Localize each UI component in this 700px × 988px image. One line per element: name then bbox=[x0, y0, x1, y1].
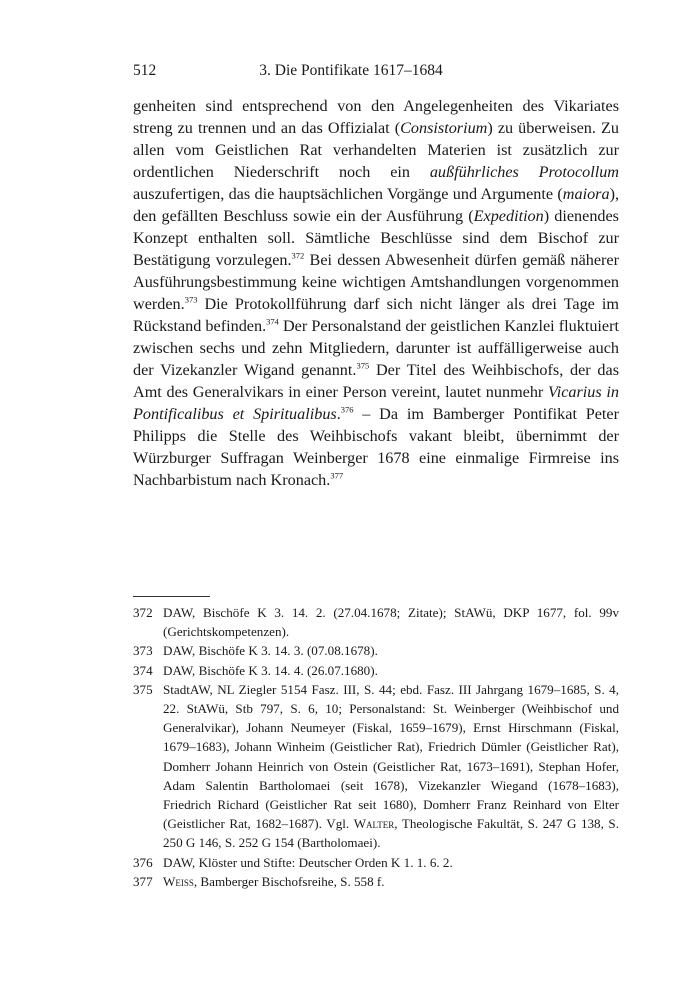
footnote-number: 376 bbox=[133, 854, 153, 870]
page-header bbox=[133, 62, 569, 82]
footnote-run: , Theologische Fakultät, S. 247 G 138, S. 250 G 146, S. 252 G 154 (Bartholomaei). bbox=[163, 816, 619, 851]
italic-term: außführliches Protocollum bbox=[429, 163, 619, 181]
footnote-text bbox=[163, 680, 619, 853]
text-run: . bbox=[336, 405, 341, 423]
text-run: ) dienendes Konzept enthalten soll. Sämtliche Beschlüsse sind dem Bischof zur Bestätigung vorzulegen. bbox=[133, 207, 619, 269]
footnote bbox=[133, 641, 619, 660]
footnote-run: DAW, Bischöfe K 3. 14. 3. (07.08.1678). bbox=[163, 643, 378, 659]
author-name: Walter bbox=[353, 816, 395, 832]
footnote-text bbox=[163, 853, 619, 872]
footnote bbox=[133, 661, 619, 680]
footnote bbox=[133, 680, 619, 853]
footnote-run: DAW, Bischöfe K 3. 14. 2. (27.04.1678; Zitate); StAWü, DKP 1677, fol. 99v (Gerichtskompetenzen). bbox=[163, 605, 619, 640]
footnote-text bbox=[163, 603, 619, 641]
footnote-ref-373[interactable]: 373 bbox=[184, 294, 198, 305]
text-run: – Da im Bamberger Pontifikat Peter Philipps die Stelle des Weihbischofs vakant bleibt, übernimmt der Würzburger Suffragan Weinberger 1678 eine einmalige Firmreise ins Nachbarbistum nach Kronach. bbox=[133, 405, 619, 489]
footnote-text bbox=[163, 641, 619, 660]
text-run: Der Personalstand der geistlichen Kanzlei fluktuiert zwischen sechs und zehn Mitgliedern, darunter ist auffälligerweise auch der Vizekanzler Wigand genannt. bbox=[133, 317, 619, 379]
text-run: ) zu überweisen. Zu allen vom Geistlichen Rat verhandelten Materien ist zusätzlich zur ordentlichen Niederschrift noch ein bbox=[133, 119, 619, 181]
text-run: genheiten sind entsprechend von den Angelegenheiten des Vikariates streng zu trennen und an das Offizialat ( bbox=[133, 97, 619, 137]
footnote-text bbox=[163, 872, 619, 891]
footnote-number: 374 bbox=[133, 662, 153, 678]
italic-term: maiora bbox=[562, 185, 610, 203]
footnote-ref-375[interactable]: 375 bbox=[356, 360, 370, 371]
footnote-number: 372 bbox=[133, 605, 153, 620]
footnotes bbox=[133, 603, 619, 891]
footnote-number: 375 bbox=[133, 681, 153, 697]
text-run: Bei dessen Abwesenheit dürfen gemäß näherer Ausführungsbestimmung keine wichtigen Amtshandlungen vorgenommen werden. bbox=[133, 251, 619, 313]
footnote-number: 373 bbox=[133, 643, 153, 659]
main-text bbox=[133, 95, 619, 491]
body-paragraph bbox=[133, 95, 619, 491]
text-run: auszufertigen, das die hauptsächlichen Vorgänge und Argumente ( bbox=[133, 185, 563, 203]
italic-term: Expedition bbox=[473, 207, 544, 225]
running-title: 3. Die Pontifikate 1617–1684 bbox=[259, 62, 443, 79]
author-name: Weiss bbox=[163, 873, 194, 889]
footnote bbox=[133, 853, 619, 872]
footnote-run: , Bamberger Bischofsreihe, S. 558 f. bbox=[193, 873, 385, 889]
footnote-text bbox=[163, 661, 619, 680]
page-number: 512 bbox=[133, 62, 157, 79]
italic-term: Consistorium bbox=[400, 119, 488, 137]
footnote-run: DAW, Klöster und Stifte: Deutscher Orden K 1. 1. 6. 2. bbox=[163, 854, 453, 870]
text-run: Der Titel des Weihbischofs, der das Amt des Generalvikars in einer Person vereint, lautet nunmehr bbox=[133, 361, 619, 401]
footnote-ref-374[interactable]: 374 bbox=[266, 316, 279, 327]
footnote bbox=[133, 872, 619, 891]
footnote bbox=[133, 603, 619, 641]
footnote-number: 377 bbox=[133, 873, 153, 889]
footnote-ref-376[interactable]: 376 bbox=[340, 404, 354, 415]
footnote-divider bbox=[133, 596, 210, 597]
text-run: Die Protokollführung darf sich nicht länger als drei Tage im Rückstand befinden. bbox=[133, 295, 619, 335]
footnote-run: DAW, Bischöfe K 3. 14. 4. (26.07.1680). bbox=[163, 662, 378, 678]
footnote-run: StadtAW, NL Ziegler 5154 Fasz. III, S. 44; ebd. Fasz. III Jahrgang 1679–1685, S. 4, 22. StAWü, Stb 797, S. 6, 10; Personalstand: St. Weinberger (Weihbischof und Generalvikar), Johann Neumeyer (Fiskal, 1659–1679), Ernst Hirschmann (Fiskal, 1679–1683), Johann Winheim (Geistlicher Rat), Friedrich Dümler (Geistlicher Rat), Domherr Johann Heinrich von Ostein (Geistlicher Rat, 1673–1691), Stephan Hofer, Adam Salentin Bartholomaei (seit 1678), Vizekanzler Wiegand (1678–1683), Friedrich Richard (Geistlicher Rat seit 1680), Domherr Franz Reinhard von Elter (Geistlicher Rat, 1682–1687). Vgl. bbox=[163, 681, 619, 832]
italic-term: Vicarius in Pontificalibus et Spiritualibus bbox=[133, 383, 620, 423]
text-run: ), den gefällten Beschluss sowie ein der Ausführung ( bbox=[133, 185, 619, 225]
footnote-ref-377[interactable]: 377 bbox=[330, 470, 344, 481]
footnote-ref-372[interactable]: 372 bbox=[291, 250, 305, 261]
